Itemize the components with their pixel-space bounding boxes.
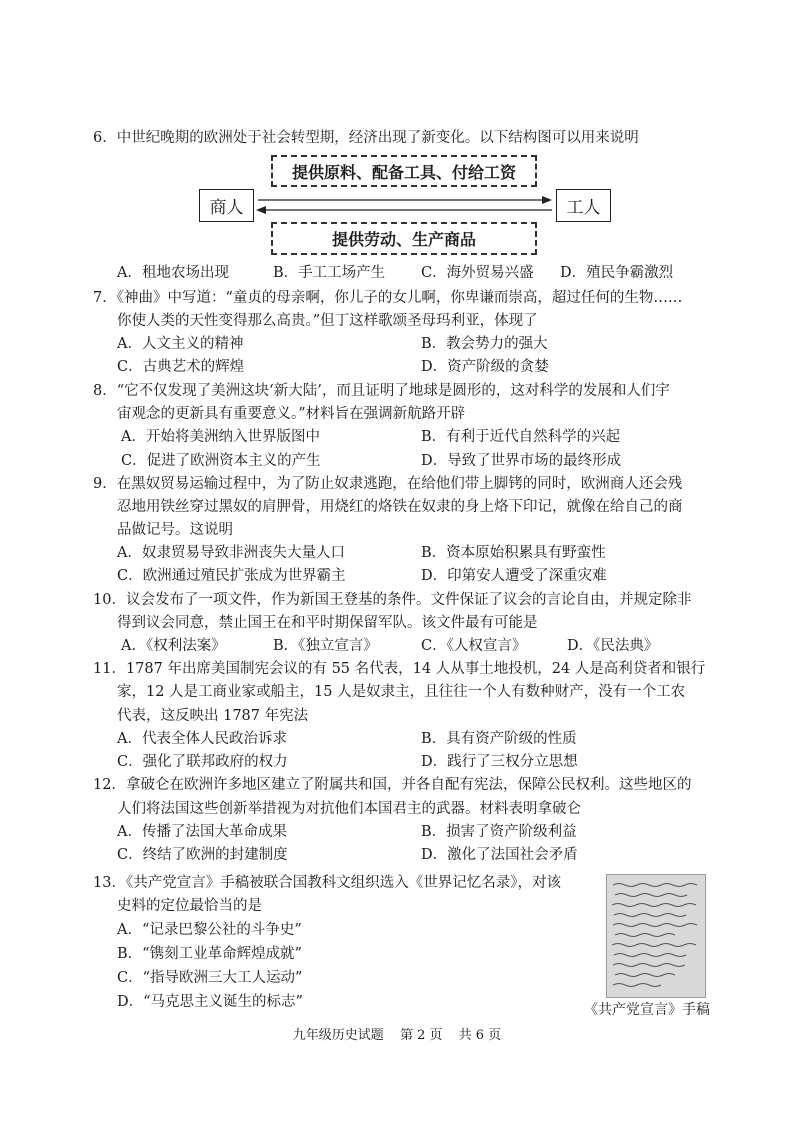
arrow-head-right: [542, 196, 552, 204]
q11-line-2: 家，12 人是工商业家或船主，15 人是奴隶主，且往往一个人有数种财产，没有一个工农: [117, 684, 686, 700]
q7-option-d: D．资产阶级的贪婪: [421, 359, 549, 375]
q10-option-c: C．《人权宣言》: [421, 638, 527, 654]
q11-option-d: D．践行了三权分立思想: [421, 754, 578, 770]
diagram-arrows: [254, 192, 556, 218]
q13-option-d: D．“马克思主义诞生的标志”: [117, 994, 303, 1010]
q8-line-1: 8．“它不仅发现了美洲这块‘新大陆’，而且证明了地球是圆形的，这对科学的发展和人们宇: [93, 383, 670, 399]
q8-line-2: 宙观念的更新具有重要意义。”材料旨在强调新航路开辟: [117, 406, 466, 422]
diagram-bottom-box: 提供劳动、生产商品: [271, 222, 537, 255]
q12-line-1: 12．拿破仑在欧洲许多地区建立了附属共和国，并各自配有宪法，保障公民权利。这些地区的: [93, 777, 692, 793]
q7-line-1: 7．《神曲》中写道：“童贞的母亲啊，你儿子的女儿啊，你卑谦而崇高，超过任何的生物……: [93, 290, 683, 306]
q13-option-b: B．“镌刻工业革命辉煌成就”: [117, 946, 302, 962]
q13-option-a: A．“记录巴黎公社的斗争史”: [117, 922, 302, 938]
q13-option-c: C．“指导欧洲三大工人运动”: [117, 970, 303, 986]
q8-option-a: A．开始将美洲纳入世界版图中: [121, 429, 320, 445]
q13-line-1: 13．《共产党宣言》手稿被联合国教科文组织选入《世界记忆名录》，对该: [93, 875, 561, 891]
q9-option-c: C．欧洲通过殖民扩张成为世界霸主: [117, 568, 346, 584]
manuscript-caption: 《共产党宣言》手稿: [584, 1002, 710, 1018]
q10-option-b: B．《独立宣言》: [273, 638, 378, 654]
q7-option-c: C．古典艺术的辉煌: [117, 359, 245, 375]
diagram-worker-box: 工人: [556, 189, 611, 222]
q12-option-d: D．激化了法国社会矛盾: [421, 847, 578, 863]
q11-line-3: 代表，这反映出 1787 年宪法: [117, 708, 309, 724]
q6-option-c: C．海外贸易兴盛: [421, 265, 534, 281]
q11-option-c: C．强化了联邦政府的权力: [117, 754, 288, 770]
footer-total: 共 6 页: [458, 1028, 502, 1043]
q10-line-1: 10．议会发布了一项文件，作为新国王登基的条件。文件保证了议会的言论自由，并规定除非: [93, 592, 692, 608]
q13-line-2: 史料的定位最恰当的是: [117, 898, 262, 914]
q9-option-b: B．资本原始积累具有野蛮性: [421, 545, 606, 561]
footer-page: 第 2 页: [399, 1028, 443, 1043]
q12-option-b: B．损害了资产阶级利益: [421, 824, 577, 840]
q11-option-a: A．代表全体人民政治诉求: [117, 731, 287, 747]
q9-option-a: A．奴隶贸易导致非洲丧失大量人口: [117, 545, 345, 561]
diagram-merchant-box: 商人: [199, 189, 254, 222]
q7-line-2: 你使人类的天性变得那么高贵。”但丁这样歌颂圣母玛利亚，体现了: [117, 313, 538, 329]
q8-option-d: D．导致了世界市场的最终形成: [421, 453, 622, 469]
q9-line-3: 品做记号。这说明: [117, 522, 233, 538]
q10-line-2: 得到议会同意，禁止国王在和平时期保留军队。该文件最有可能是: [117, 615, 538, 631]
q7-option-b: B．教会势力的强大: [421, 336, 548, 352]
q6-option-a: A．租地农场出现: [117, 265, 229, 281]
q10-option-a: A．《权利法案》: [121, 638, 226, 654]
handwriting-scribbles: [607, 875, 705, 997]
q8-option-b: B．有利于近代自然科学的兴起: [421, 429, 621, 445]
diagram-top-box: 提供原料、配备工具、付给工资: [271, 155, 537, 187]
q10-option-d: D．《民法典》: [567, 638, 659, 654]
q9-line-1: 9．在黑奴贸易运输过程中，为了防止奴隶逃跑，在给他们带上脚铐的同时，欧洲商人还会残: [93, 476, 683, 492]
q12-line-2: 人们将法国这些创新举措视为对抗他们本国君主的武器。材料表明拿破仑: [117, 801, 581, 817]
q8-option-c: C．促进了欧洲资本主义的产生: [121, 453, 321, 469]
manuscript-image: [606, 874, 706, 998]
q6-option-b: B．手工工场产生: [273, 265, 386, 281]
arrow-head-left: [256, 206, 266, 214]
q6-option-d: D．殖民争霸激烈: [560, 265, 674, 281]
page-footer: [0, 1024, 794, 1043]
footer-title: 九年级历史试题: [292, 1028, 384, 1043]
q11-option-b: B．具有资产阶级的性质: [421, 731, 577, 747]
q12-option-c: C．终结了欧洲的封建制度: [117, 847, 288, 863]
q12-option-a: A．传播了法国大革命成果: [117, 824, 287, 840]
q9-line-2: 忍地用铁丝穿过黑奴的肩胛骨，用烧红的烙铁在奴隶的身上烙下印记，就像在给自己的商: [117, 499, 683, 515]
q11-line-1: 11．1787 年出席美国制宪会议的有 55 名代表，14 人从事土地投机，24 人是高利贷者和银行: [93, 661, 706, 677]
q9-option-d: D．印第安人遭受了深重灾难: [421, 568, 607, 584]
q7-option-a: A．人文主义的精神: [117, 336, 244, 352]
q6-stem: 6．中世纪晚期的欧洲处于社会转型期，经济出现了新变化。以下结构图可以用来说明: [93, 130, 639, 146]
